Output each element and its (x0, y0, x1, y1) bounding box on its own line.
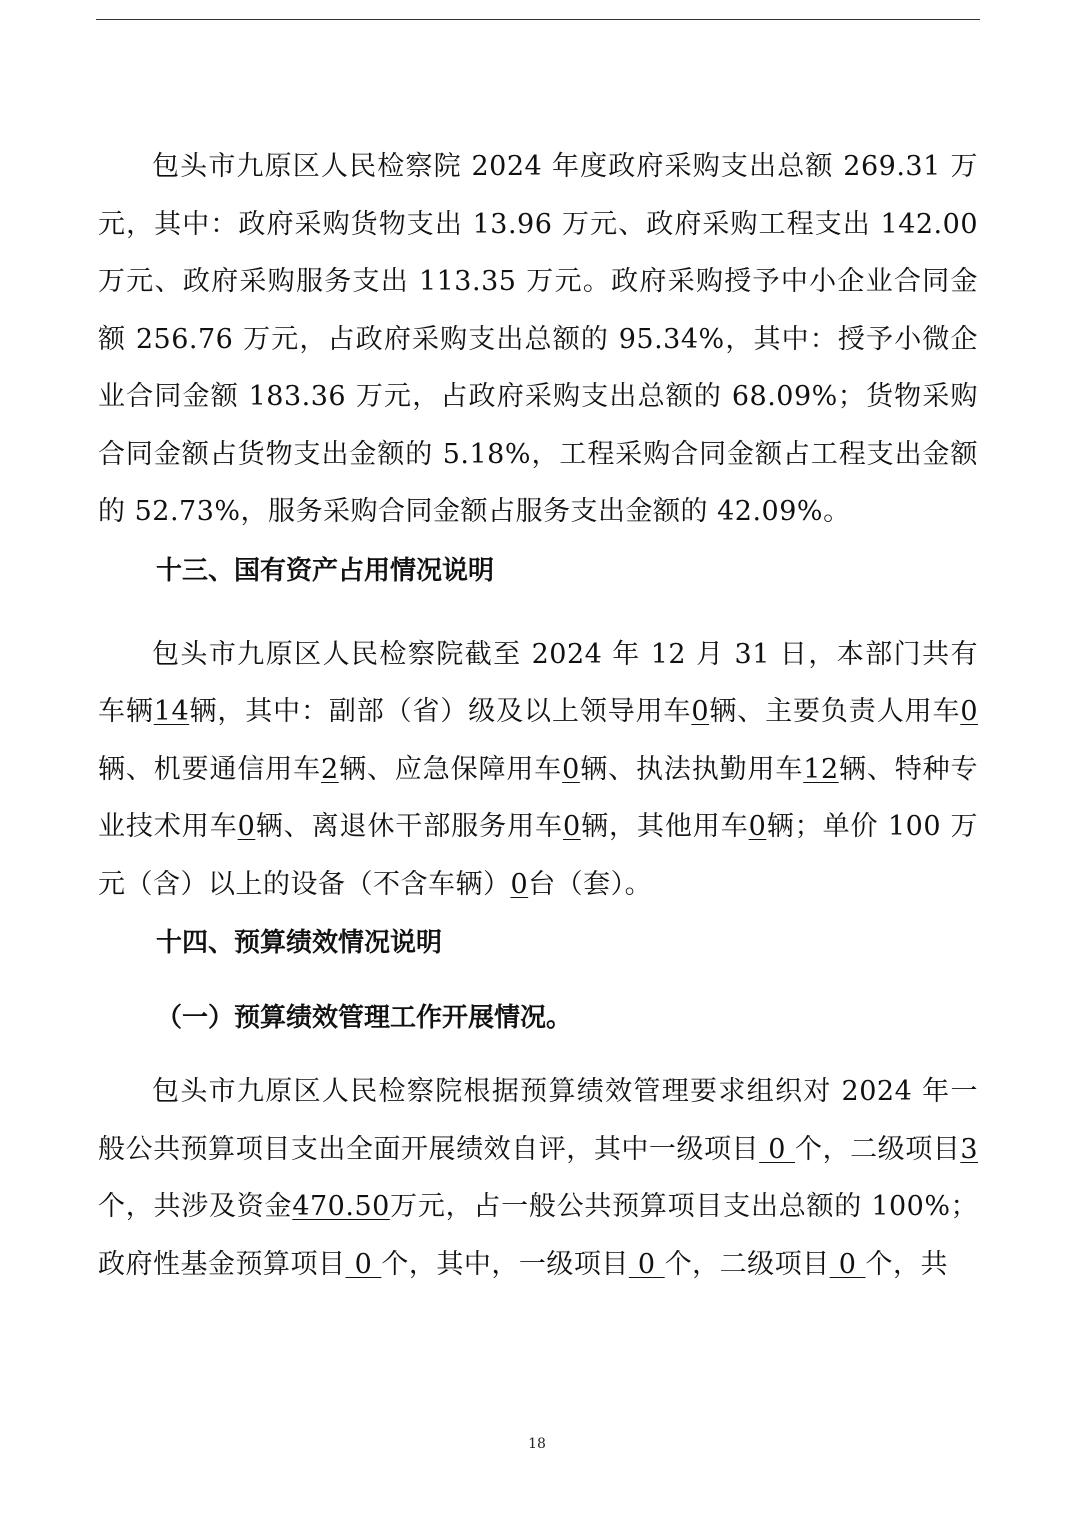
level2-projects-value: 3 (960, 1133, 979, 1165)
text-run: 包头市九原区人民检察院根据预算绩效管理要求组织对 2024 年一般公共预算项目支出全面开展绩效自评，其中一级项目 (98, 1076, 978, 1165)
law-cars-value: 12 (803, 753, 839, 785)
assets-paragraph (98, 626, 978, 914)
leader-cars-value: 0 (691, 696, 710, 727)
text-run: 辆、机要通信用车 (98, 753, 322, 785)
gf-level1-value: 0 (628, 1248, 665, 1280)
emergency-cars-value: 0 (562, 753, 580, 785)
text-run: 个，二级项目 (664, 1248, 830, 1280)
retired-cars-value: 0 (562, 811, 581, 842)
principal-cars-value: 0 (960, 696, 979, 727)
section-13-heading: 十三、国有资产占用情况说明 (156, 555, 495, 586)
gov-fund-projects-value: 0 (345, 1248, 382, 1280)
text-run: 辆、特种专业技术用车 (98, 753, 979, 842)
text-run: 辆、主要负责人用车 (709, 696, 961, 727)
text-run: 个，共涉及资金 (98, 1191, 293, 1222)
special-cars-value: 0 (237, 811, 256, 842)
text-run: 辆；单价 100 万元（含）以上的设备（不含车辆） (98, 811, 979, 900)
section-14-heading: 十四、预算绩效情况说明 (156, 928, 443, 958)
procurement-paragraph: 包头市九原区人民检察院 2024 年度政府采购支出总额 269.31 万元，其中：政府采购货物支出 13.96 万元、政府采购工程支出 142.00 万元、政府采购服务支出 113.35 万元。政府采购授予中小企业合同金额 256.76 万元，占政府采购支出总额的 95.34%，其中：授予小微企业合同金额 183.36 万元，占政府采购支出总额的 68.09%；货物采购合同金额占货物支出金额的 5.18%，工程采购合同金额占工程支出金额的 52.73%，服务采购合同金额占服务支出金额的 42.09%。 (98, 151, 978, 527)
text-run: 辆，其他用车 (580, 811, 749, 842)
header-rule (96, 19, 980, 20)
section-14-subheading: （一）预算绩效管理工作开展情况。 (156, 1003, 573, 1033)
total-vehicles-value: 14 (153, 696, 190, 727)
gf-level2-value: 0 (829, 1248, 866, 1280)
other-cars-value: 0 (748, 811, 767, 842)
text-run: 个，其中，一级项目 (381, 1248, 629, 1280)
text-run: 辆，其中：副部（省）级及以上领导用车 (189, 696, 692, 727)
text-run: 辆、应急保障用车 (338, 753, 563, 785)
level1-projects-value: 0 (759, 1133, 796, 1165)
funds-value: 470.50 (292, 1191, 390, 1222)
equipment-count-value: 0 (510, 868, 529, 900)
text-run: 台（套）。 (528, 868, 653, 900)
performance-paragraph (98, 1063, 978, 1293)
text-run: 包头市九原区人民检察院截至 2024 年 12 月 31 日，本部门共有车辆 (98, 638, 978, 727)
text-run: 万元，占一般公共预算项目支出总额的 100%；政府性基金预算项目 (98, 1191, 979, 1280)
text-run: 辆、离退休干部服务用车 (255, 811, 563, 842)
page-number: 18 (528, 1436, 546, 1452)
text-run: 个，二级项目 (795, 1133, 961, 1165)
text-run: 个，共 (865, 1248, 949, 1280)
comm-cars-value: 2 (321, 753, 339, 785)
document-body (98, 138, 978, 1303)
text-run: 辆、执法执勤用车 (579, 753, 804, 785)
